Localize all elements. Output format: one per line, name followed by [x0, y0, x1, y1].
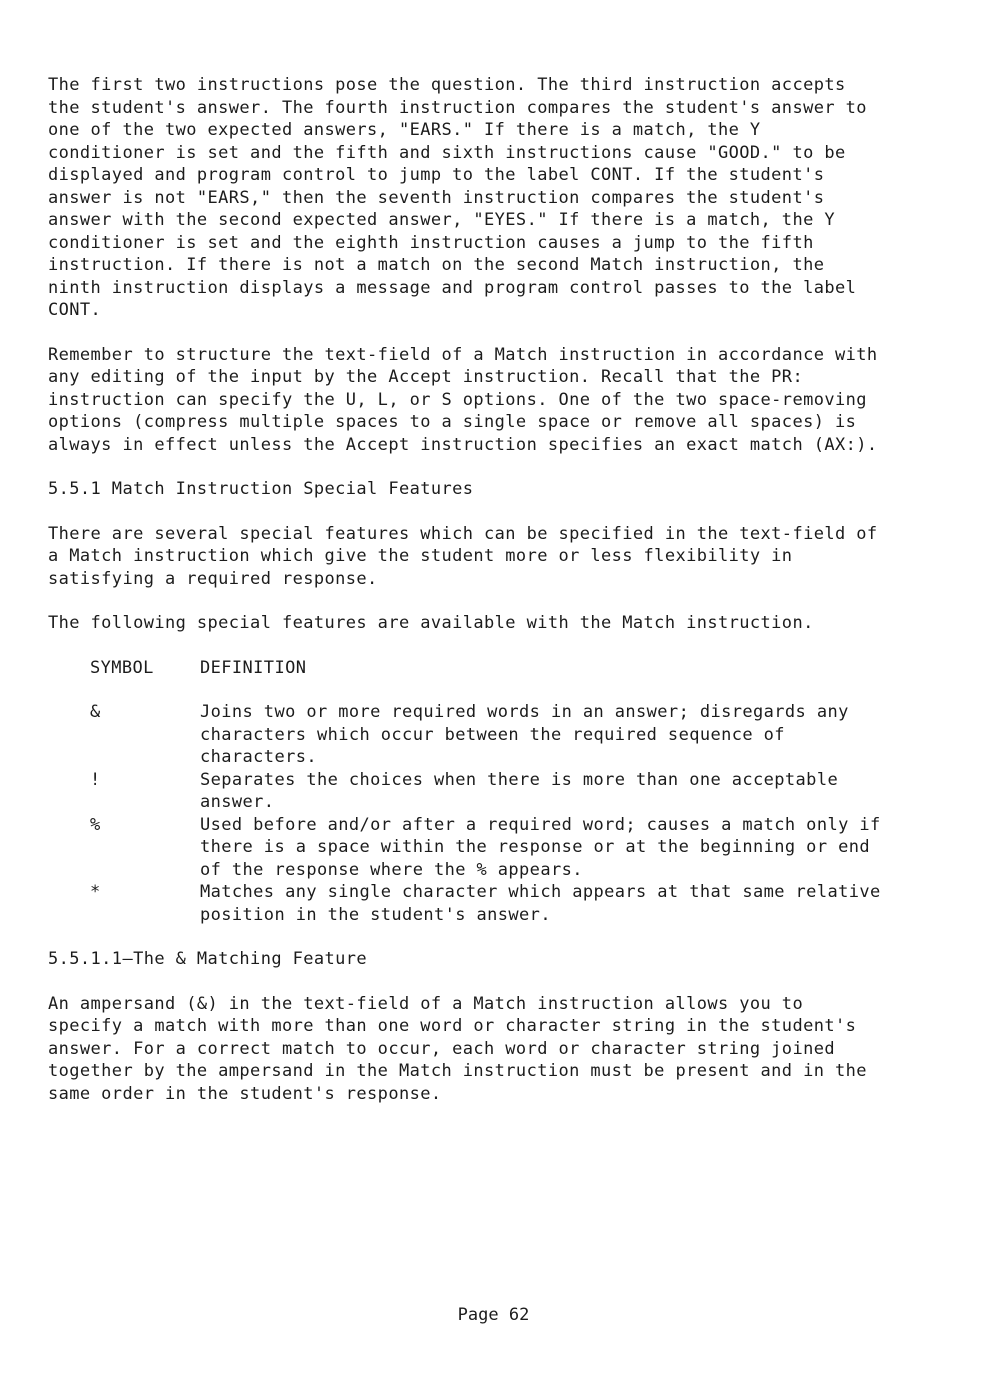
- symbol-column-header: SYMBOL: [90, 657, 154, 678]
- paragraph-special-features-intro: There are several special features which can be specified in the text-field of a Match instruction which give the student more or less flexibility in satisfying a required response.: [48, 523, 878, 589]
- definition-text: Joins two or more required words in an answer; disregards any characters which occur between the required sequence of characters.: [200, 702, 849, 767]
- definition-text: Used before and/or after a required word; causes a match only if there is a space within the response or at the beginning or end of the response where the % appears.: [200, 814, 881, 880]
- section-heading-5-5-1-1: 5.5.1.1—The & Matching Feature: [48, 949, 368, 969]
- definition-text: Matches any single character which appears at that same relative position in the student's answer.: [200, 882, 881, 925]
- document-page: [48, 74, 948, 1127]
- paragraph-ampersand-feature: An ampersand (&) in the text-field of a Match instruction allows you to specify a match with more than one word or character string in the student's answer. For a correct match to occur, each word or character string joined together by the ampersand in the Match instruction must be present and in the same order in the student's response.: [48, 993, 867, 1104]
- definition-row: [90, 881, 948, 926]
- section-heading-5-5-1: 5.5.1 Match Instruction Special Features: [48, 479, 474, 499]
- definition-row: [90, 814, 948, 882]
- definition-column-header: DEFINITION: [200, 657, 307, 678]
- paragraph-structure-reminder: Remember to structure the text-field of a Match instruction in accordance with any editing of the input by the Accept instruction. Recall that the PR: instruction can specify the U, L, or S options. One of the two space-removing options (compress multiple spaces to a single space or remove all spaces) is always in effect unless the Accept instruction specifies an exact match (AX:).: [48, 344, 878, 455]
- definition-row: [90, 769, 948, 814]
- paragraph-features-available: The following special features are available with the Match instruction.: [48, 613, 814, 633]
- page-number: Page 62: [457, 1305, 530, 1325]
- definition-symbol: *: [90, 882, 101, 902]
- definition-table-header: [90, 657, 948, 680]
- definition-list: [90, 701, 948, 926]
- paragraph-instructions-explanation: The first two instructions pose the question. The third instruction accepts the student's answer. The fourth instruction compares the student's answer to one of the two expected answers, "EARS." If there is a match, the Y conditioner is set and the fifth and sixth instructions cause "GOOD." to be displayed and program control to jump to the label CONT. If the student's answer is not "EARS," then the seventh instruction compares the student's answer with the second expected answer, "EYES." If there is a match, the Y conditioner is set and the eighth instruction causes a jump to the fifth instruction. If there is not a match on the second Match instruction, the ninth instruction displays a message and program control passes to the label CONT.: [48, 75, 867, 320]
- definition-symbol: &: [90, 702, 101, 722]
- definition-symbol: %: [90, 814, 101, 835]
- definition-text: Separates the choices when there is more than one acceptable answer.: [200, 769, 839, 812]
- definition-row: [90, 701, 948, 769]
- definition-symbol: !: [90, 769, 101, 790]
